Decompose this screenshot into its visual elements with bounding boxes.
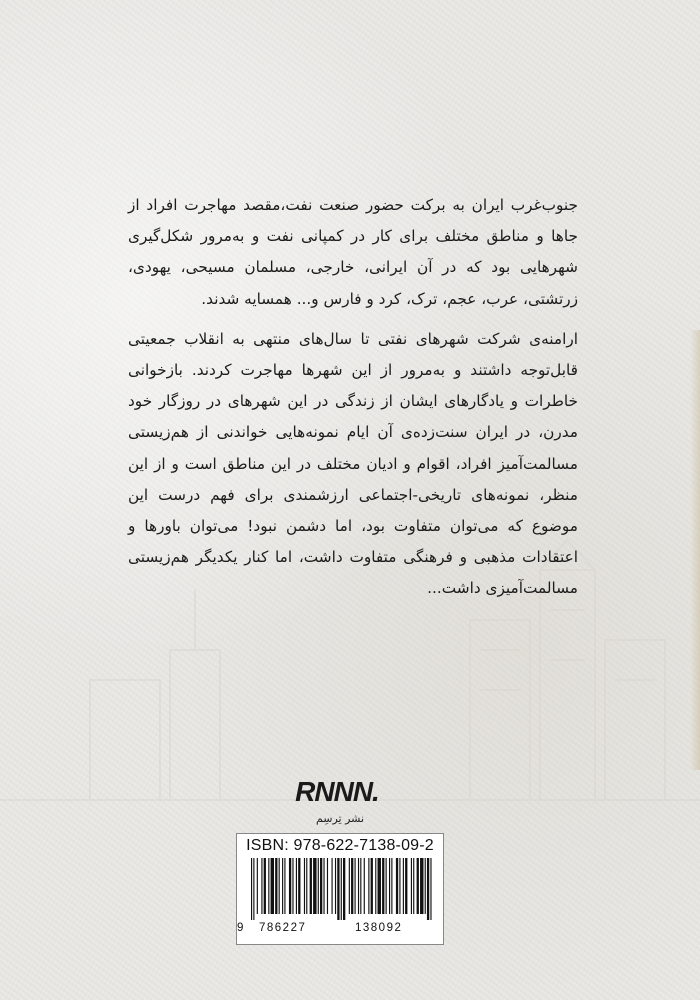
barcode-bar bbox=[304, 858, 305, 914]
barcode-bar bbox=[378, 858, 381, 914]
barcode-bar bbox=[425, 858, 426, 914]
barcode-bar bbox=[320, 858, 322, 914]
barcode-bar bbox=[313, 858, 316, 914]
barcode bbox=[249, 858, 433, 920]
barcode-bar bbox=[341, 858, 342, 920]
barcode-bar bbox=[375, 858, 376, 914]
barcode-bar bbox=[335, 858, 336, 914]
barcode-bar bbox=[253, 858, 254, 920]
barcode-bar bbox=[430, 858, 431, 920]
blurb-paragraph-2: ارامنه‌ی شرکت شهرهای نفتی تا سال‌های منتهی به انقلاب جمعیتی قابل‌توجه داشتند و به‌مرور از این شهرها مهاجرت کردند. بازخوانی خاطرات و یادگارهای ایشان از زندگی در این شهرهای در روزگار خود مدرن، در ایران سنت‌زده‌ی آن ایام نمونه‌هایی خواندنی از هم‌زیستی مسالمت‌آمیز افراد، اقوام و ادیان مختلف در این مناطق است و از این منظر، نمونه‌های تاریخی-اجتماعی ارزشمندی برای فهم درست این موضوع که می‌توان متفاوت بود، اما دشمن نبود! می‌توان باورها و اعتقادات مذهبی و فرهنگی متفاوت داشت، اما کنار یکدیگر هم‌زیستی مسالمت‌آمیزی داشت... bbox=[128, 329, 578, 598]
barcode-bar bbox=[332, 858, 333, 914]
barcode-bar bbox=[391, 858, 392, 914]
barcode-bar bbox=[405, 858, 407, 914]
barcode-bar bbox=[399, 858, 400, 914]
barcode-bar bbox=[327, 858, 328, 914]
barcode-bar bbox=[413, 858, 414, 914]
barcode-bar bbox=[420, 858, 423, 914]
barcode-bar bbox=[318, 858, 319, 914]
barcode-bar bbox=[275, 858, 277, 914]
isbn-text: ISBN: 978-622-7138-09-2 bbox=[246, 837, 434, 854]
barcode-bar bbox=[403, 858, 404, 914]
barcode-bar bbox=[355, 858, 356, 914]
barcode-bar bbox=[386, 858, 387, 914]
barcode-bar bbox=[389, 858, 390, 914]
barcode-bar bbox=[264, 858, 266, 914]
barcode-bar bbox=[296, 858, 297, 914]
barcode-bar bbox=[298, 858, 300, 914]
isbn-barcode-label bbox=[236, 833, 444, 945]
barcode-bar bbox=[358, 858, 359, 914]
barcode-bar bbox=[268, 858, 269, 914]
barcode-bar bbox=[284, 858, 285, 914]
publisher-logo bbox=[272, 776, 402, 806]
barcode-bar bbox=[337, 858, 339, 920]
barcode-bar bbox=[257, 858, 258, 914]
barcode-bar bbox=[292, 858, 293, 914]
barcode-bar bbox=[382, 858, 384, 914]
barcode-bar bbox=[310, 858, 312, 914]
barcode-bar bbox=[360, 858, 361, 914]
barcode-bar bbox=[427, 858, 429, 920]
barcode-bar bbox=[343, 858, 345, 920]
barcode-bar bbox=[351, 858, 353, 914]
barcode-bar bbox=[368, 858, 369, 914]
publisher-logo-text: RNNN. bbox=[295, 776, 379, 806]
barcode-bar bbox=[371, 858, 373, 914]
barcode-bar bbox=[417, 858, 419, 914]
barcode-bar bbox=[271, 858, 274, 914]
barcode-first-digit: 9 bbox=[237, 922, 244, 934]
barcode-bar bbox=[396, 858, 398, 914]
barcode-bar bbox=[323, 858, 324, 914]
barcode-bar bbox=[306, 858, 307, 914]
barcode-bar bbox=[349, 858, 350, 914]
barcode-bar bbox=[261, 858, 262, 914]
barcode-bar bbox=[279, 858, 280, 914]
barcode-right-group: 138092 bbox=[355, 922, 403, 934]
blurb-paragraph-1: جنوب‌غرب ایران به برکت حضور صنعت نفت،مقصد مهاجرت افراد از جاها و مناطق مختلف برای کار در کمپانی نفت و به‌مرور شکل‌گیری شهرهایی بود که در آن ایرانی، خارجی، مسلمان مسیحی، یهودی، زرتشتی، عرب، عجم، ترک، کرد و فارس و... همسایه شدند. bbox=[128, 196, 578, 308]
barcode-bar bbox=[282, 858, 283, 914]
publisher-name: نشر تِرسِم bbox=[315, 812, 365, 825]
barcode-bar bbox=[289, 858, 291, 914]
barcode-bar bbox=[411, 858, 412, 914]
barcode-bar bbox=[251, 858, 252, 920]
barcode-left-group: 786227 bbox=[259, 922, 307, 934]
barcode-bar bbox=[364, 858, 365, 914]
back-cover-blurb bbox=[128, 190, 578, 614]
